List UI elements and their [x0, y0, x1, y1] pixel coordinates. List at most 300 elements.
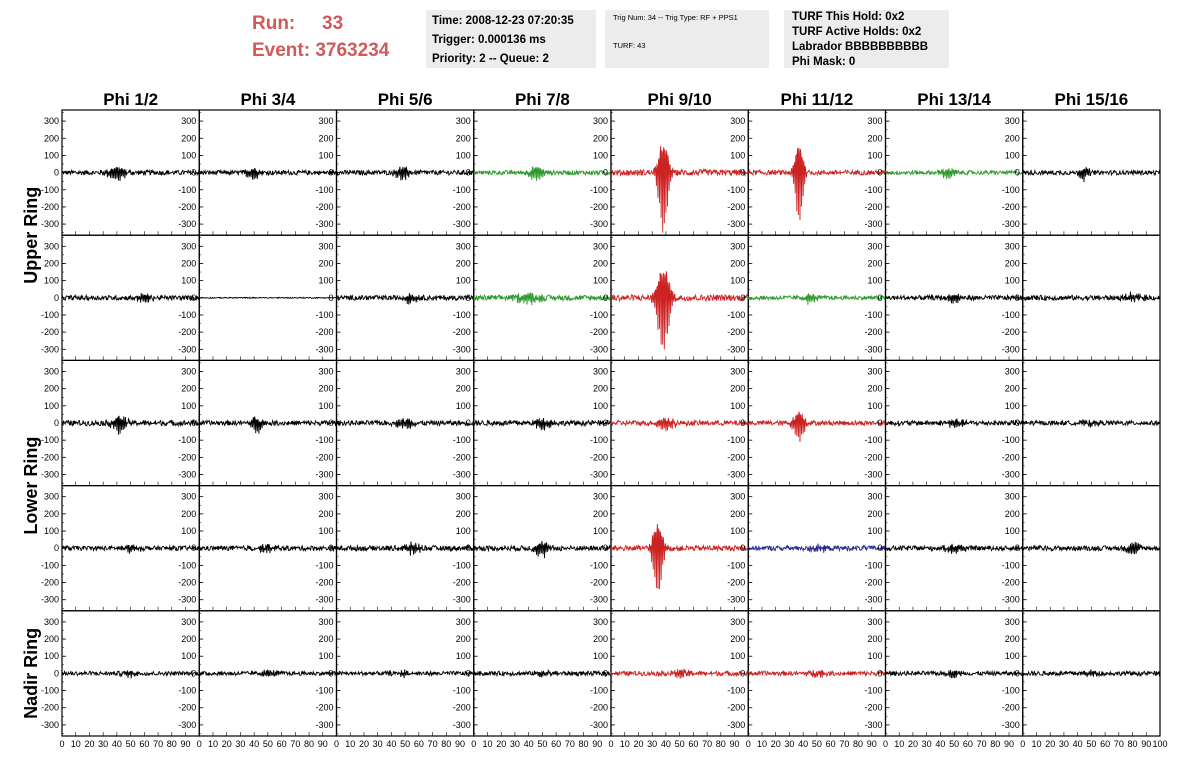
x-tick-label: 30 — [235, 739, 246, 749]
y-tick-label: 200 — [867, 508, 883, 519]
y-tick-label: -100 — [589, 184, 608, 195]
y-tick-label: 100 — [455, 275, 471, 286]
y-tick-label: 0 — [740, 167, 746, 178]
y-tick-label: 100 — [318, 275, 334, 286]
waveform-trace — [474, 541, 611, 558]
y-tick-label: 0 — [191, 167, 197, 178]
y-tick-label: 0 — [191, 668, 197, 679]
y-tick-label: -200 — [452, 702, 471, 713]
y-tick-label: 200 — [455, 133, 471, 144]
y-tick-label: -100 — [178, 435, 197, 446]
y-tick-label: 200 — [1004, 634, 1020, 645]
y-tick-label: 200 — [43, 383, 59, 394]
y-tick-label: 0 — [465, 543, 471, 554]
y-tick-label: -100 — [178, 309, 197, 320]
y-tick-label: 0 — [602, 668, 608, 679]
y-tick-label: -200 — [40, 702, 59, 713]
y-tick-label: 0 — [53, 167, 59, 178]
waveform-trace — [474, 292, 611, 305]
y-tick-label: 0 — [602, 543, 608, 554]
y-tick-label: 100 — [318, 400, 334, 411]
y-tick-label: -300 — [178, 344, 197, 355]
y-tick-label: 200 — [730, 634, 746, 645]
y-tick-label: -200 — [864, 201, 883, 212]
y-tick-label: -100 — [452, 560, 471, 571]
x-tick-label: 80 — [1127, 739, 1138, 749]
y-tick-label: -100 — [589, 435, 608, 446]
y-tick-label: 100 — [455, 150, 471, 161]
y-tick-label: 100 — [592, 400, 608, 411]
x-tick-label: 40 — [798, 739, 809, 749]
y-tick-label: 200 — [318, 258, 334, 269]
y-tick-label: -300 — [727, 594, 746, 605]
y-tick-label: 200 — [867, 133, 883, 144]
y-tick-label: -100 — [315, 435, 334, 446]
x-tick-label: 80 — [304, 739, 315, 749]
x-tick-label: 30 — [647, 739, 658, 749]
y-tick-label: -200 — [864, 702, 883, 713]
waveform-trace — [1023, 542, 1160, 554]
y-tick-label: -100 — [40, 435, 59, 446]
y-tick-label: 0 — [602, 167, 608, 178]
y-tick-label: -200 — [40, 201, 59, 212]
waveform-trace — [337, 541, 474, 555]
y-tick-label: 100 — [730, 400, 746, 411]
y-tick-label: 300 — [730, 366, 746, 377]
y-tick-label: 300 — [592, 616, 608, 627]
y-tick-label: 300 — [318, 366, 334, 377]
y-tick-label: -300 — [40, 594, 59, 605]
y-tick-label: 0 — [877, 418, 883, 428]
y-tick-label: -100 — [1001, 309, 1020, 320]
y-tick-label: -300 — [315, 344, 334, 355]
x-tick-label: 60 — [825, 739, 836, 749]
y-tick-label: -300 — [452, 469, 471, 480]
waveform-trace — [337, 418, 474, 429]
x-tick-label: 60 — [551, 739, 562, 749]
waveform-trace — [337, 167, 474, 181]
y-tick-label: -300 — [1001, 344, 1020, 355]
y-tick-label: 200 — [181, 133, 197, 144]
y-tick-label: -300 — [589, 594, 608, 605]
y-tick-label: 200 — [592, 508, 608, 519]
turf-hold-line: TURF This Hold: 0x2 — [792, 11, 905, 23]
x-tick-label: 30 — [509, 739, 520, 749]
y-tick-label: 300 — [730, 116, 746, 127]
y-tick-label: 0 — [1014, 167, 1020, 178]
y-tick-label: 0 — [328, 292, 334, 303]
x-tick-label: 90 — [592, 739, 603, 749]
y-tick-label: -200 — [864, 577, 883, 588]
y-tick-label: 300 — [730, 616, 746, 627]
y-tick-label: 0 — [53, 292, 59, 303]
y-tick-label: 200 — [43, 634, 59, 645]
y-tick-label: 200 — [455, 258, 471, 269]
x-tick-label: 90 — [729, 739, 740, 749]
y-tick-label: 200 — [181, 508, 197, 519]
y-tick-label: -300 — [452, 219, 471, 230]
x-tick-label: 40 — [249, 739, 260, 749]
y-tick-label: 0 — [602, 418, 608, 428]
y-tick-label: -100 — [178, 560, 197, 571]
y-tick-label: 300 — [181, 616, 197, 627]
x-tick-label: 50 — [537, 739, 548, 749]
x-tick-label: 90 — [317, 739, 328, 749]
waveform-trace — [611, 669, 748, 679]
x-tick-label: 20 — [907, 739, 918, 749]
y-tick-label: 200 — [867, 258, 883, 269]
y-tick-label: 100 — [730, 150, 746, 161]
y-tick-label: 100 — [43, 651, 59, 662]
x-tick-label: 40 — [111, 739, 122, 749]
y-tick-label: 300 — [455, 491, 471, 502]
x-tick-label: 10 — [207, 739, 218, 749]
y-tick-label: -200 — [315, 201, 334, 212]
y-tick-label: 100 — [43, 526, 59, 537]
waveform-trace — [748, 544, 885, 553]
x-tick-label: 10 — [756, 739, 767, 749]
y-tick-label: 100 — [1004, 150, 1020, 161]
y-tick-label: 0 — [1014, 418, 1020, 428]
x-tick-label: 50 — [400, 739, 411, 749]
y-tick-label: 200 — [867, 634, 883, 645]
y-tick-label: -300 — [178, 219, 197, 230]
waveform-trace — [62, 416, 199, 435]
waveform-trace — [199, 297, 336, 298]
trigger-info-box — [605, 10, 769, 68]
x-tick-label: 20 — [84, 739, 95, 749]
y-tick-label: 300 — [455, 116, 471, 127]
y-tick-label: 300 — [730, 491, 746, 502]
x-tick-label: 10 — [894, 739, 905, 749]
y-tick-label: -200 — [589, 327, 608, 338]
y-tick-label: 0 — [740, 292, 746, 303]
waveform-trace — [62, 293, 199, 303]
y-tick-label: 300 — [181, 241, 197, 252]
y-tick-label: -200 — [315, 577, 334, 588]
y-tick-label: 300 — [43, 616, 59, 627]
y-tick-label: -200 — [727, 327, 746, 338]
y-tick-label: 300 — [43, 241, 59, 252]
y-tick-label: 100 — [181, 150, 197, 161]
y-tick-label: -100 — [40, 560, 59, 571]
y-tick-label: -200 — [178, 702, 197, 713]
x-tick-label: 10 — [345, 739, 356, 749]
y-tick-label: 300 — [867, 616, 883, 627]
y-tick-label: 300 — [43, 491, 59, 502]
y-tick-label: 200 — [592, 258, 608, 269]
x-tick-label: 100 — [1152, 739, 1168, 749]
labrador-line: Labrador BBBBBBBBBB — [792, 41, 929, 53]
y-tick-label: 100 — [1004, 651, 1020, 662]
x-tick-label: 0 — [882, 739, 889, 749]
x-tick-label: 80 — [715, 739, 726, 749]
turf-active-line: TURF Active Holds: 0x2 — [792, 26, 922, 38]
y-tick-label: 300 — [592, 366, 608, 377]
y-tick-label: 100 — [592, 526, 608, 537]
waveform-trace — [1023, 670, 1160, 677]
y-tick-label: -200 — [589, 452, 608, 463]
y-tick-label: 0 — [465, 668, 471, 679]
waveform-trace — [886, 168, 1023, 179]
y-tick-label: -100 — [1001, 685, 1020, 696]
y-tick-label: 200 — [730, 133, 746, 144]
x-tick-label: 30 — [921, 739, 932, 749]
y-tick-label: 100 — [181, 275, 197, 286]
waveform-trace — [199, 544, 336, 553]
x-tick-label: 90 — [455, 739, 466, 749]
y-tick-label: 200 — [43, 133, 59, 144]
x-tick-label: 70 — [290, 739, 301, 749]
y-tick-label: -300 — [727, 219, 746, 230]
y-tick-label: -200 — [315, 702, 334, 713]
priority-line: Priority: 2 -- Queue: 2 — [432, 53, 549, 65]
y-tick-label: -300 — [40, 719, 59, 730]
y-tick-label: -100 — [40, 309, 59, 320]
trigger-line: Trigger: 0.000136 ms — [432, 34, 546, 46]
waveform-trace — [199, 417, 336, 434]
y-tick-label: -300 — [864, 594, 883, 605]
y-tick-label: 0 — [740, 418, 746, 428]
y-tick-label: -300 — [315, 469, 334, 480]
column-header: Phi 13/14 — [917, 90, 991, 109]
y-tick-label: -300 — [1001, 594, 1020, 605]
y-tick-label: -100 — [727, 435, 746, 446]
y-tick-label: -200 — [452, 201, 471, 212]
y-tick-label: -200 — [864, 452, 883, 463]
waveform-trace — [199, 670, 336, 677]
waveform-trace — [748, 670, 885, 678]
column-header: Phi 3/4 — [240, 90, 296, 109]
y-tick-label: 0 — [465, 418, 471, 428]
y-tick-label: -100 — [1001, 560, 1020, 571]
y-tick-label: -100 — [864, 309, 883, 320]
y-tick-label: 200 — [592, 634, 608, 645]
y-tick-label: 300 — [43, 366, 59, 377]
x-tick-label: 20 — [496, 739, 507, 749]
y-tick-label: 200 — [318, 634, 334, 645]
y-tick-label: -100 — [727, 560, 746, 571]
y-tick-label: -200 — [589, 201, 608, 212]
run-value: 33 — [322, 13, 344, 34]
event-value: 3763234 — [315, 40, 390, 61]
y-tick-label: 200 — [455, 508, 471, 519]
x-tick-label: 30 — [372, 739, 383, 749]
x-tick-label: 70 — [976, 739, 987, 749]
y-tick-label: -200 — [178, 577, 197, 588]
y-tick-label: 0 — [1014, 292, 1020, 303]
y-tick-label: -100 — [315, 309, 334, 320]
y-tick-label: -300 — [1001, 719, 1020, 730]
y-tick-label: 100 — [1004, 400, 1020, 411]
y-tick-label: -100 — [40, 184, 59, 195]
y-tick-label: -100 — [864, 184, 883, 195]
y-tick-label: -300 — [1001, 219, 1020, 230]
y-tick-label: -300 — [315, 219, 334, 230]
y-tick-label: 100 — [592, 275, 608, 286]
x-tick-label: 20 — [770, 739, 781, 749]
x-tick-label: 80 — [166, 739, 177, 749]
y-tick-label: -200 — [178, 327, 197, 338]
y-tick-label: 0 — [53, 668, 59, 679]
column-header: Phi 11/12 — [780, 90, 854, 109]
x-tick-label: 40 — [386, 739, 397, 749]
y-tick-label: -200 — [727, 201, 746, 212]
turf-line: TURF: 43 — [613, 41, 646, 50]
waveform-trace — [199, 168, 336, 179]
y-tick-label: 200 — [730, 258, 746, 269]
column-header: Phi 9/10 — [647, 90, 712, 109]
x-tick-label: 0 — [59, 739, 65, 749]
y-tick-label: -300 — [589, 469, 608, 480]
y-tick-label: -300 — [864, 344, 883, 355]
y-tick-label: -100 — [727, 184, 746, 195]
waveform-trace — [62, 670, 199, 678]
y-tick-label: -200 — [727, 452, 746, 463]
y-tick-label: 100 — [181, 651, 197, 662]
ring-label: Nadir Ring — [21, 627, 41, 719]
y-tick-label: 300 — [43, 116, 59, 127]
y-tick-label: 200 — [181, 258, 197, 269]
y-tick-label: -300 — [40, 344, 59, 355]
time-info-box — [426, 10, 596, 68]
y-tick-label: 200 — [181, 383, 197, 394]
y-tick-label: 0 — [877, 167, 883, 178]
y-tick-label: 200 — [592, 133, 608, 144]
y-tick-label: 0 — [877, 292, 883, 303]
x-tick-label: 30 — [1058, 739, 1069, 749]
x-tick-label: 70 — [702, 739, 713, 749]
y-tick-label: 100 — [43, 400, 59, 411]
y-tick-label: -300 — [864, 469, 883, 480]
y-tick-label: -200 — [178, 201, 197, 212]
y-tick-label: -300 — [1001, 469, 1020, 480]
x-tick-label: 0 — [1020, 739, 1026, 749]
y-tick-label: 100 — [318, 150, 334, 161]
x-tick-label: 10 — [70, 739, 81, 749]
column-header: Phi 7/8 — [514, 90, 570, 109]
y-tick-label: -100 — [727, 309, 746, 320]
y-tick-label: -200 — [1001, 702, 1020, 713]
x-tick-label: 50 — [1086, 739, 1097, 749]
y-tick-label: -100 — [315, 184, 334, 195]
waveform-trace — [886, 544, 1023, 554]
y-tick-label: 0 — [191, 543, 197, 554]
x-tick-label: 40 — [523, 739, 534, 749]
x-tick-label: 50 — [811, 739, 822, 749]
y-tick-label: 0 — [465, 292, 471, 303]
waveform-trace — [1023, 420, 1160, 428]
x-tick-label: 70 — [427, 739, 438, 749]
x-tick-label: 20 — [1045, 739, 1056, 749]
y-tick-label: 0 — [191, 418, 197, 428]
y-tick-label: 0 — [465, 167, 471, 178]
y-tick-label: 100 — [455, 400, 471, 411]
y-tick-label: -100 — [864, 435, 883, 446]
y-tick-label: -200 — [452, 452, 471, 463]
y-tick-label: -200 — [864, 327, 883, 338]
y-tick-label: 0 — [53, 418, 59, 428]
y-tick-label: -100 — [1001, 435, 1020, 446]
y-tick-label: -200 — [315, 452, 334, 463]
y-tick-label: 100 — [867, 651, 883, 662]
x-tick-label: 80 — [853, 739, 864, 749]
y-tick-label: -200 — [178, 452, 197, 463]
x-tick-label: 80 — [990, 739, 1001, 749]
y-tick-label: -300 — [178, 594, 197, 605]
event-header — [0, 0, 1196, 80]
y-tick-label: 100 — [455, 526, 471, 537]
x-tick-label: 60 — [688, 739, 699, 749]
y-tick-label: -300 — [589, 344, 608, 355]
y-tick-label: 0 — [740, 668, 746, 679]
waveform-trace — [62, 545, 199, 554]
y-tick-label: 0 — [1014, 668, 1020, 679]
y-tick-label: -300 — [727, 469, 746, 480]
y-tick-label: 200 — [1004, 508, 1020, 519]
x-tick-label: 20 — [358, 739, 369, 749]
y-tick-label: 0 — [328, 543, 334, 554]
y-tick-label: 300 — [318, 491, 334, 502]
y-tick-label: -300 — [452, 344, 471, 355]
y-tick-label: -200 — [40, 327, 59, 338]
y-tick-label: 100 — [43, 150, 59, 161]
x-tick-label: 50 — [262, 739, 273, 749]
x-tick-label: 0 — [608, 739, 614, 749]
y-tick-label: 200 — [43, 508, 59, 519]
y-tick-label: -200 — [727, 577, 746, 588]
y-tick-label: 0 — [1014, 543, 1020, 554]
y-tick-label: 0 — [53, 543, 59, 554]
x-tick-label: 50 — [125, 739, 136, 749]
y-tick-label: 100 — [592, 651, 608, 662]
x-tick-label: 30 — [98, 739, 109, 749]
time-line: Time: 2008-12-23 07:20:35 — [432, 15, 574, 27]
y-tick-label: -300 — [727, 719, 746, 730]
y-tick-label: -300 — [40, 469, 59, 480]
y-tick-label: -100 — [315, 685, 334, 696]
ring-label: Upper Ring — [21, 186, 41, 284]
x-tick-label: 60 — [962, 739, 973, 749]
y-tick-label: -200 — [40, 577, 59, 588]
x-tick-label: 10 — [1031, 739, 1042, 749]
y-tick-label: 300 — [867, 366, 883, 377]
y-tick-label: 0 — [328, 418, 334, 428]
y-tick-label: 200 — [318, 133, 334, 144]
y-tick-label: 200 — [43, 258, 59, 269]
x-tick-label: 90 — [1004, 739, 1015, 749]
y-tick-label: 300 — [1004, 241, 1020, 252]
y-tick-label: -300 — [40, 219, 59, 230]
waveform-trace — [886, 294, 1023, 304]
y-tick-label: 200 — [730, 508, 746, 519]
y-tick-label: -100 — [589, 309, 608, 320]
y-tick-label: -100 — [452, 184, 471, 195]
y-tick-label: -300 — [589, 219, 608, 230]
x-tick-label: 30 — [784, 739, 795, 749]
x-tick-label: 60 — [1100, 739, 1111, 749]
y-tick-label: 100 — [867, 526, 883, 537]
waveform-trace — [474, 670, 611, 677]
y-tick-label: -200 — [1001, 201, 1020, 212]
x-tick-label: 70 — [1113, 739, 1124, 749]
y-tick-label: 200 — [318, 508, 334, 519]
waveform-trace — [611, 418, 748, 432]
y-tick-label: 100 — [592, 150, 608, 161]
x-tick-label: 60 — [139, 739, 150, 749]
y-tick-label: -100 — [452, 685, 471, 696]
y-tick-label: 300 — [1004, 366, 1020, 377]
